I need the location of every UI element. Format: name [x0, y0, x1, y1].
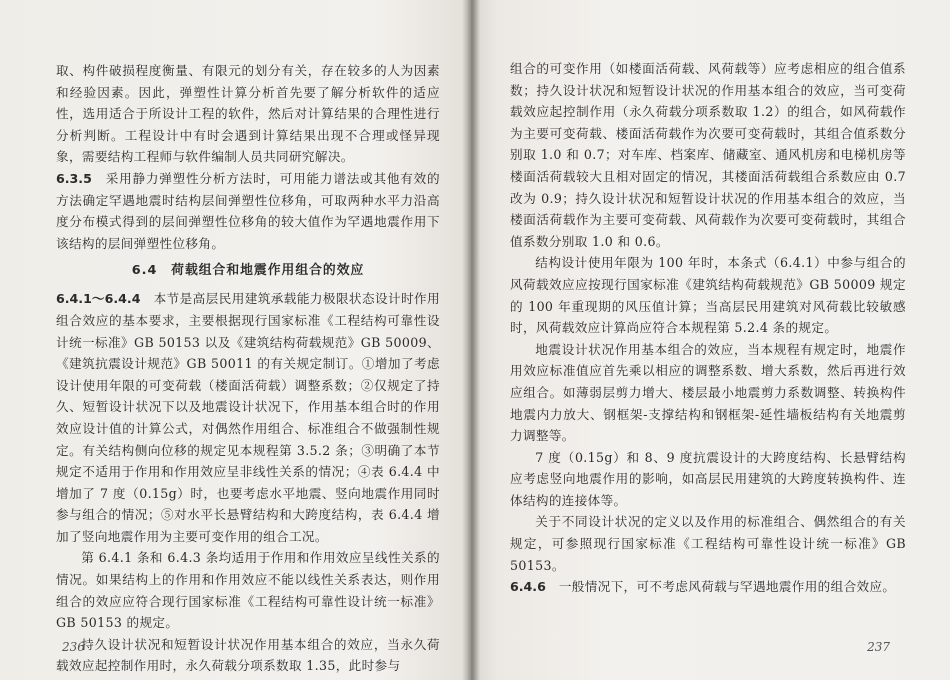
clause-6-4-1 — [56, 288, 440, 547]
left-page — [0, 0, 468, 680]
paragraph-linear: 第 6.4.1 条和 6.4.3 条均适用于作用和作用效应呈线性关系的情况。如果结构上的作用和作用效应不能以线性关系表达，则作用组合的效应应符合现行国家标准《工程结构可靠性设计统一标准》GB 50153 的规定。 — [56, 550, 440, 631]
paragraph-100-year: 结构设计使用年限为 100 年时，本条式（6.4.1）中参与组合的风荷载效应应按现行国家标准《建筑结构荷载规范》GB 50009 规定的 100 年重现期的风压值计算；当高层民用建筑对风荷载比较敏感时，风荷载效应计算尚应符合本规程第 5.2.4 条的规定。 — [510, 255, 906, 336]
page-number: 237 — [867, 640, 890, 654]
clause-number: 6.4.1～6.4.4 — [56, 291, 141, 307]
clause-number: 6.4.6 — [510, 579, 546, 595]
clause-text: 采用静力弹塑性分析方法时，可用能力谱法或其他有效的方法确定罕遇地震时结构层间弹塑性位移角，可取两种水平力沿高度分布模式得到的层间弹塑性位移角的较大值作为罕遇地震作用下该结构的层间弹塑性位移角。 — [56, 170, 440, 251]
clause-text: 本节是高层民用建筑承载能力极限状态设计时作用组合效应的基本要求，主要根据现行国家标准《工程结构可靠性设计统一标准》GB 50153 以及《建筑结构荷载规范》GB 50009、《建筑抗震设计规范》GB 50011 的有关规定制订。①增加了考虑设计使用年限的可变荷载（楼面活荷载）调整系数；②仅规定了持久、短暂设计状况下以及地震设计状况下，作用基本组合时的作用效应设计值的计算公式，对偶然作用组合、标准组合不做强制性规定。有关结构侧向位移的规定见本规程第 3.5.2 条；③明确了本节规定不适用于作用和作用效应呈非线性关系的情况；④表 6.4.4 中增加了 7 度（0.15g）时，也要考虑水平地震、竖向地震作用同时参与组合的情况；⑤对水平长悬臂结构和大跨度结构，表 6.4.4 增加了竖向地震作用为主要可变作用的组合工况。 — [56, 291, 440, 544]
right-page — [468, 0, 950, 680]
clause-6-4-6 — [510, 576, 906, 598]
section-heading: 6.4 荷载组合和地震作用组合的效应 — [131, 263, 365, 279]
clause-text: 一般情况下，可不考虑风荷载与罕遇地震作用的组合效应。 — [558, 579, 896, 595]
paragraph-persistent: 持久设计状况和短暂设计状况作用基本组合的效应，当永久荷载效应起控制作用时，永久荷载分项系数取 1.35，此时参与 — [56, 636, 440, 674]
paragraph-continued: 取、构件破损程度衡量、有限元的划分有关，存在较多的人为因素和经验因素。因此，弹塑性计算分析首先要了解分析软件的适应性，选用适合于所设计工程的软件，然后对计算结果的合理性进行分析判断。工程设计中有时会遇到计算结果出现不合理或怪异现象，需要结构工程师与软件编制人员共同研究解决。 — [56, 63, 440, 165]
page-number: 236 — [62, 640, 85, 654]
clause-6-3-5 — [56, 168, 440, 254]
paragraph-7-degree: 7 度（0.15g）和 8、9 度抗震设计的大跨度结构、长悬臂结构应考虑竖向地震作用的影响，如高层民用建筑的大跨度转换构件、连体结构的连接体等。 — [510, 449, 906, 508]
paragraph-reference: 关于不同设计状况的定义以及作用的标准组合、偶然组合的有关规定，可参照现行国家标准《工程结构可靠性设计统一标准》GB 50153。 — [510, 514, 906, 573]
paragraph-continued: 组合的可变作用（如楼面活荷载、风荷载等）应考虑相应的组合值系数；持久设计状况和短暂设计状况的作用基本组合的效应，当可变荷载效应起控制作用（永久荷载分项系数取 1.2）的组合，如风荷载作为主要可变荷载、楼面活荷载作为次要可变荷载时，其组合值系数分别取 1.0 和 0.7；对车库、档案库、储藏室、通风机房和电梯机房等楼面活荷载较大且相对固定的情况，其楼面活荷载组合系数应由 0.7 改为 0.9；持久设计状况和短暂设计状况的作用基本组合的效应，当楼面活荷载作为主要可变荷载、风荷载作为次要可变荷载时，其组合值系数分别取 1.0 和 0.6。 — [510, 61, 906, 249]
paragraph-seismic: 地震设计状况作用基本组合的效应，当本规程有规定时，地震作用效应标准值应首先乘以相应的调整系数、增大系数，然后再进行效应组合。如薄弱层剪力增大、楼层最小地震剪力系数调整、转换构件地震内力放大、钢框架-支撑结构和钢框架-延性墙板结构有关地震剪力调整等。 — [510, 341, 906, 444]
clause-number: 6.3.5 — [56, 170, 92, 186]
